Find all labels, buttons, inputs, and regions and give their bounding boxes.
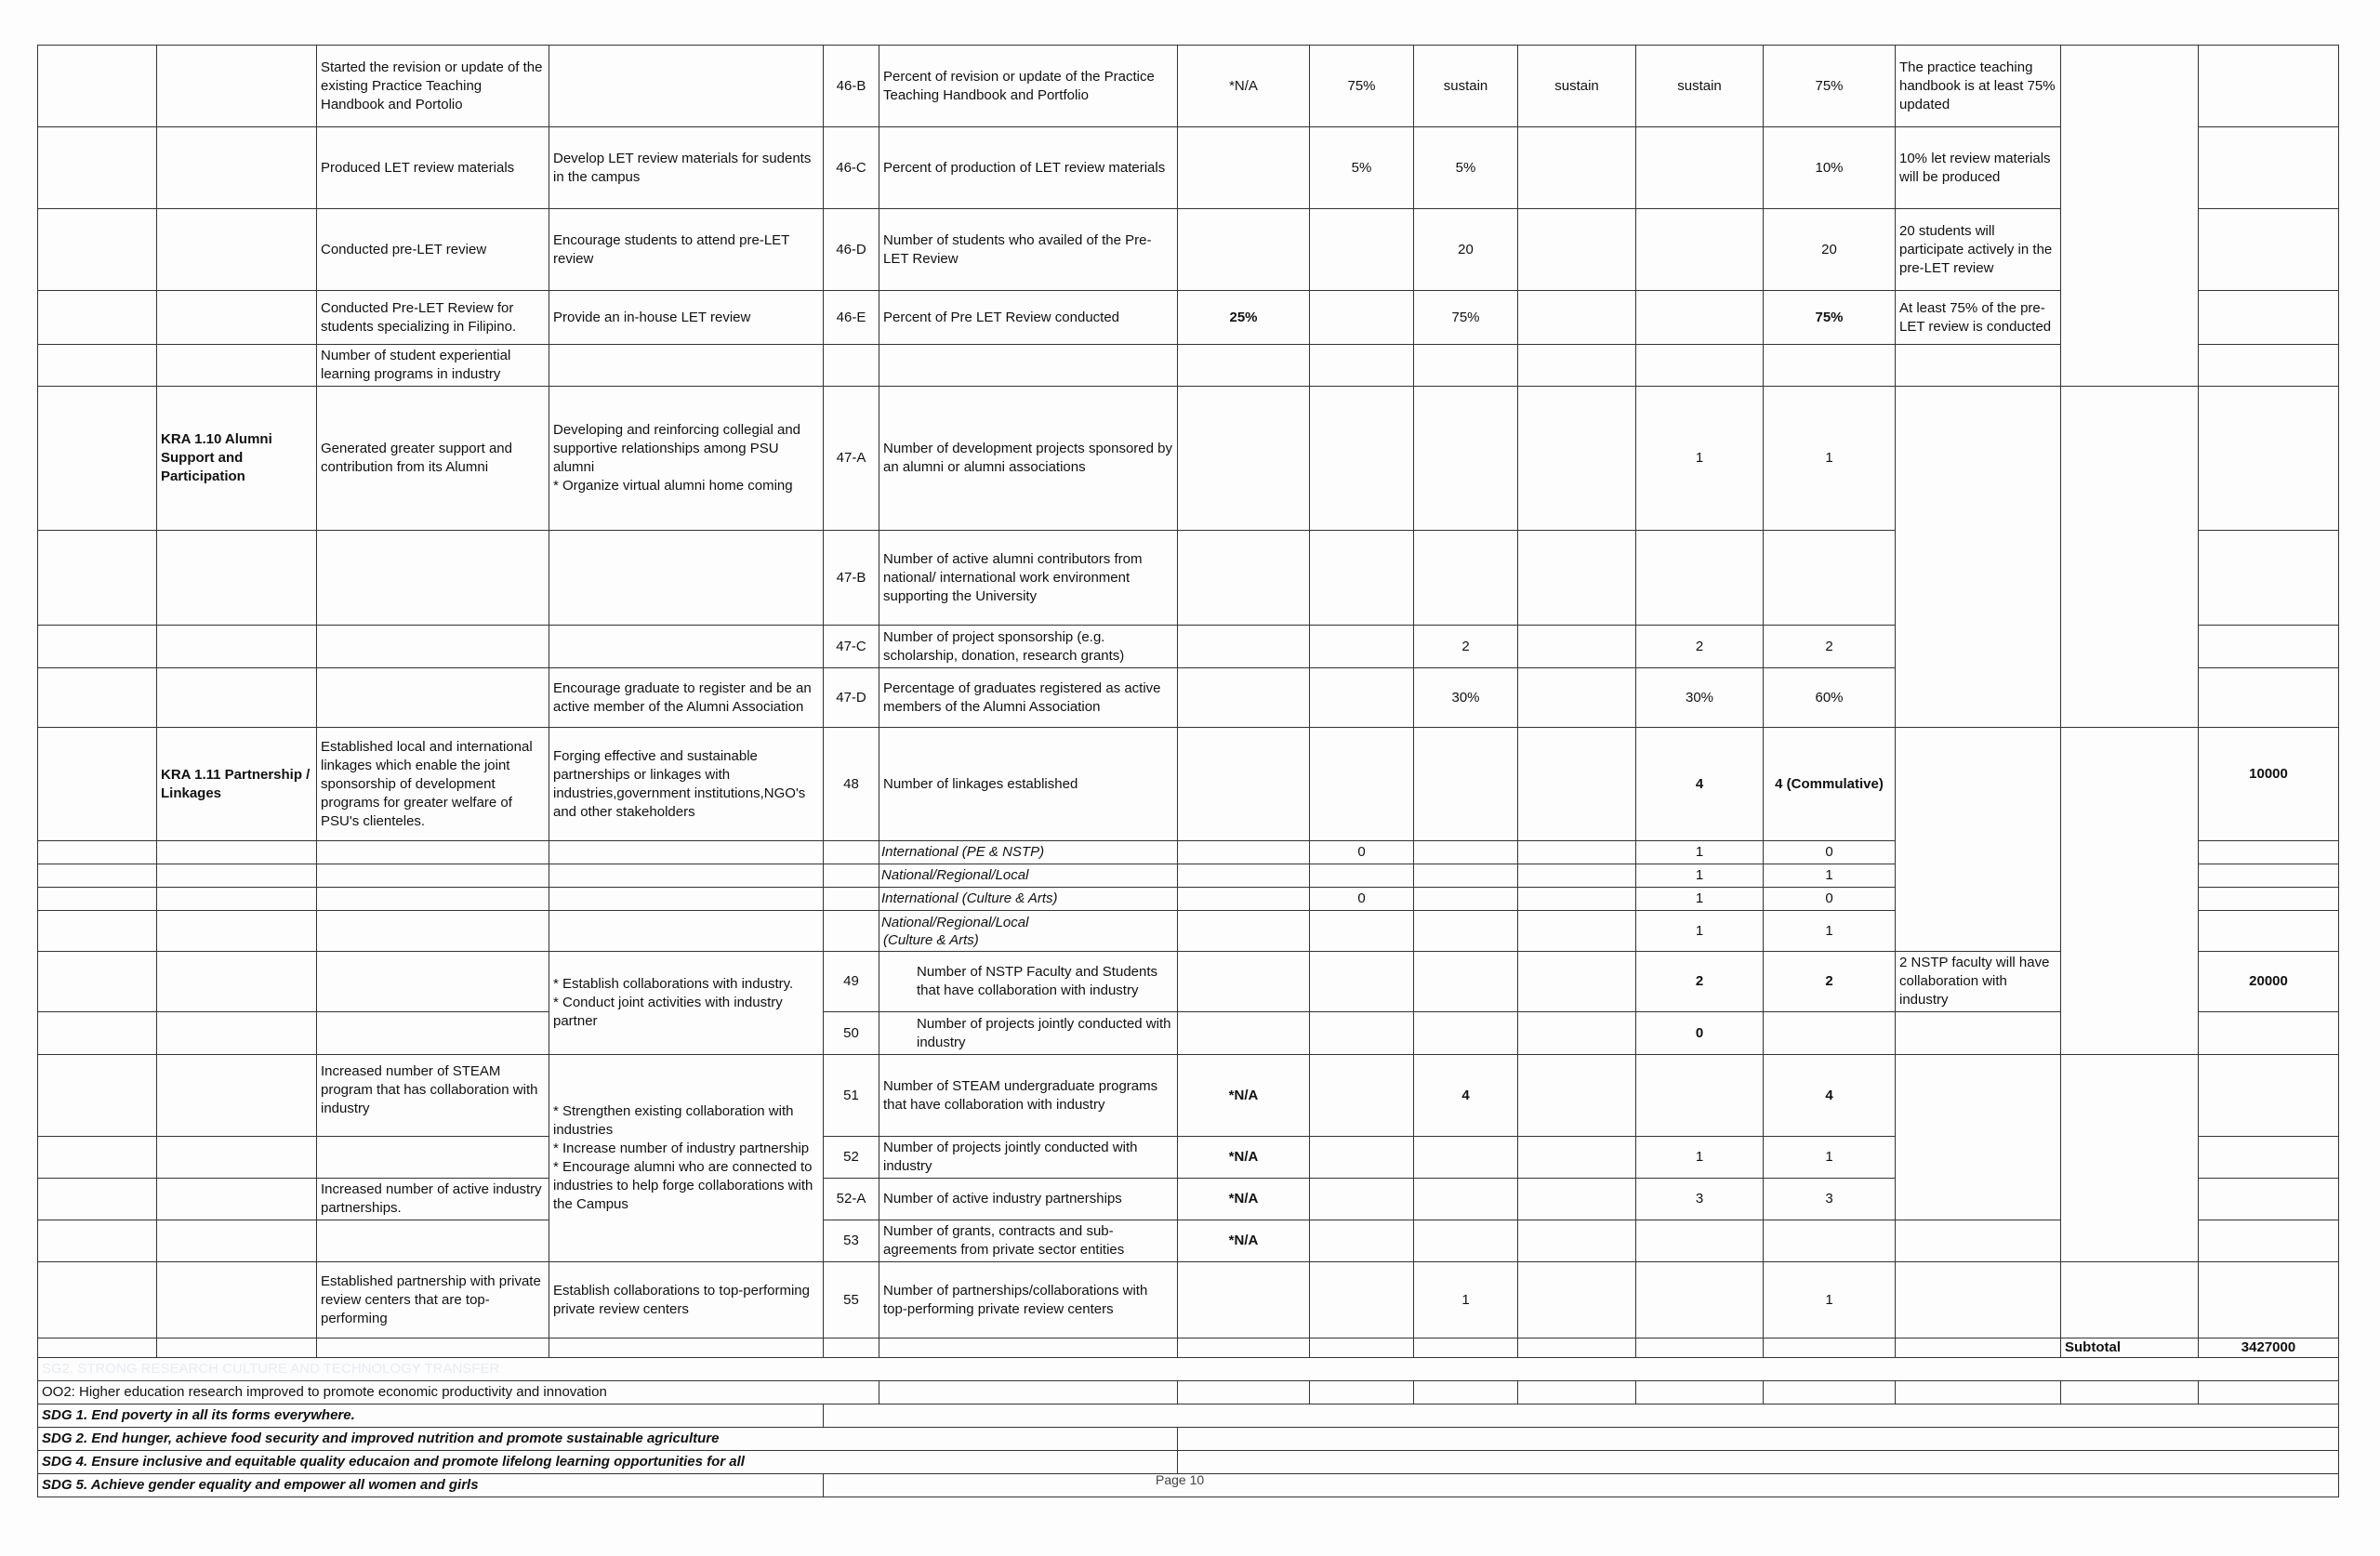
target-cell: 1 xyxy=(1764,864,1896,888)
code-cell: 52-A xyxy=(824,1179,879,1220)
target-cell: 60% xyxy=(1764,668,1896,728)
description-cell: 2 NSTP faculty will have collaboration with industry xyxy=(1896,952,2061,1012)
code-cell: 53 xyxy=(824,1220,879,1262)
target-cell: 20 xyxy=(1764,209,1896,291)
indicator-cell: Number of NSTP Faculty and Students that have collaboration with industry xyxy=(879,952,1178,1012)
indicator-cell: Percent of Pre LET Review conducted xyxy=(879,291,1178,345)
baseline-cell: *N/A xyxy=(1178,46,1310,127)
target-cell: 75% xyxy=(1764,46,1896,127)
strategic-plan-table xyxy=(37,45,2339,1497)
description-cell: 10% let review materials will be produced xyxy=(1896,127,2061,209)
strategy-cell: Establish collaborations to top-performing private review centers xyxy=(549,1262,824,1338)
output-cell: Established local and international linkages which enable the joint sponsorship of development programs for greater welfare of PSU's clienteles. xyxy=(317,728,549,841)
table-row xyxy=(38,209,2339,291)
outcome-row xyxy=(38,1381,2339,1404)
year3-cell: sustain xyxy=(1518,46,1636,127)
table-row xyxy=(38,1012,2339,1055)
target-cell: 4 (Commulative) xyxy=(1764,728,1896,841)
target-cell: 0 xyxy=(1764,841,1896,864)
code-cell: 49 xyxy=(824,952,879,1012)
indicator-cell: Number of students who availed of the Pre-LET Review xyxy=(879,209,1178,291)
sdg-row xyxy=(38,1404,2339,1428)
code-cell: 47-A xyxy=(824,387,879,531)
target-cell: 1 xyxy=(1764,1262,1896,1338)
output-cell: Produced LET review materials xyxy=(317,127,549,209)
subtotal-label: Subtotal xyxy=(2061,1338,2199,1358)
output-cell: Increased number of active industry partnerships. xyxy=(317,1179,549,1220)
table-row xyxy=(38,728,2339,841)
description-cell: At least 75% of the pre-LET review is conducted xyxy=(1896,291,2061,345)
year4-cell: 1 xyxy=(1636,911,1764,952)
code-cell: 50 xyxy=(824,1012,879,1055)
strategic-goal-label: SG2. STRONG RESEARCH CULTURE AND TECHNOLOGY TRANSFER xyxy=(38,1358,2339,1381)
target-cell: 3 xyxy=(1764,1179,1896,1220)
indicator-cell: · National/Regional/Local (Culture & Arts) xyxy=(879,911,1178,952)
target-cell: 1 xyxy=(1764,387,1896,531)
year4-cell: 2 xyxy=(1636,952,1764,1012)
year4-cell: 2 xyxy=(1636,626,1764,668)
indicator-cell: Percentage of graduates registered as active members of the Alumni Association xyxy=(879,668,1178,728)
baseline-cell: *N/A xyxy=(1178,1220,1310,1262)
code-cell: 46-E xyxy=(824,291,879,345)
indicator-cell: Number of active alumni contributors from national/ international work environment supporting the University xyxy=(879,531,1178,626)
description-cell xyxy=(1896,728,2061,952)
table-row xyxy=(38,345,2339,387)
target-cell: 10% xyxy=(1764,127,1896,209)
description-cell xyxy=(1896,1055,2061,1220)
description-cell xyxy=(1896,387,2061,728)
indicator-cell: Number of linkages established xyxy=(879,728,1178,841)
code-cell: 52 xyxy=(824,1137,879,1179)
target-cell: 2 xyxy=(1764,626,1896,668)
strategy-cell: Developing and reinforcing collegial and supportive relationships among PSU alumni * Organize virtual alumni home coming xyxy=(549,387,824,531)
year1-cell: 5% xyxy=(1310,127,1414,209)
code-cell: 47-B xyxy=(824,531,879,626)
year4-cell: 1 xyxy=(1636,864,1764,888)
page-number: Page 10 xyxy=(1156,1472,1205,1487)
code-cell: 46-D xyxy=(824,209,879,291)
description-cell: The practice teaching handbook is at least 75% updated xyxy=(1896,46,2061,127)
output-cell: Conducted pre-LET review xyxy=(317,209,549,291)
baseline-cell: 25% xyxy=(1178,291,1310,345)
indicator-cell: Percent of revision or update of the Practice Teaching Handbook and Portfolio xyxy=(879,46,1178,127)
code-cell: 51 xyxy=(824,1055,879,1137)
sdg-label: SDG 1. End poverty in all its forms everywhere. xyxy=(38,1404,824,1428)
year1-cell: 0 xyxy=(1310,888,1414,911)
code-cell: 46-B xyxy=(824,46,879,127)
target-cell: 0 xyxy=(1764,888,1896,911)
indicator-cell: Number of projects jointly conducted with industry xyxy=(879,1137,1178,1179)
year1-cell: 0 xyxy=(1310,841,1414,864)
indicator-cell: Percent of production of LET review materials xyxy=(879,127,1178,209)
code-cell: 55 xyxy=(824,1262,879,1338)
strategy-cell: Forging effective and sustainable partnerships or linkages with industries,government institutions,NGO's and other stakeholders xyxy=(549,728,824,841)
indicator-cell: Number of projects jointly conducted with industry xyxy=(879,1012,1178,1055)
indicator-cell: Number of project sponsorship (e.g. scholarship, donation, research grants) xyxy=(879,626,1178,668)
table-row xyxy=(38,1262,2339,1338)
year2-cell: 20 xyxy=(1414,209,1518,291)
year4-cell: 1 xyxy=(1636,888,1764,911)
target-cell: 2 xyxy=(1764,952,1896,1012)
code-cell: 47-C xyxy=(824,626,879,668)
budget-cell: 10000 xyxy=(2199,728,2339,841)
strategy-cell: Provide an in-house LET review xyxy=(549,291,824,345)
output-cell: Started the revision or update of the existing Practice Teaching Handbook and Portolio xyxy=(317,46,549,127)
baseline-cell: *N/A xyxy=(1178,1137,1310,1179)
subtotal-row xyxy=(38,1338,2339,1358)
year2-cell: 75% xyxy=(1414,291,1518,345)
year4-cell: 1 xyxy=(1636,841,1764,864)
table-row xyxy=(38,46,2339,127)
indicator-cell: · National/Regional/Local xyxy=(879,864,1178,888)
budget-cell: 20000 xyxy=(2199,952,2339,1012)
output-cell: Generated greater support and contribution from its Alumni xyxy=(317,387,549,531)
table-row xyxy=(38,1220,2339,1262)
strategic-goal-row xyxy=(38,1358,2339,1381)
code-cell: 46-C xyxy=(824,127,879,209)
responsible-cell xyxy=(2061,387,2199,728)
kra-cell: KRA 1.11 Partnership / Linkages xyxy=(157,728,317,841)
responsible-cell xyxy=(2061,46,2199,387)
code-cell: 47-D xyxy=(824,668,879,728)
strategy-cell: * Strengthen existing collaboration with industries * Increase number of industry partnership * Encourage alumni who are connected to industries to help forge collaborations with the Campus xyxy=(549,1055,824,1262)
sdg-row xyxy=(38,1451,2339,1474)
output-cell: Conducted Pre-LET Review for students specializing in Filipino. xyxy=(317,291,549,345)
output-cell: Established partnership with private review centers that are top-performing xyxy=(317,1262,549,1338)
indicator-cell: Number of active industry partnerships xyxy=(879,1179,1178,1220)
table-row xyxy=(38,127,2339,209)
indicator-cell: Number of STEAM undergraduate programs that have collaboration with industry xyxy=(879,1055,1178,1137)
year4-cell: 1 xyxy=(1636,387,1764,531)
code-cell: 48 xyxy=(824,728,879,841)
year4-cell: sustain xyxy=(1636,46,1764,127)
subtotal-value: 3427000 xyxy=(2199,1338,2339,1358)
indicator-cell: · International (PE & NSTP) xyxy=(879,841,1178,864)
year4-cell: 30% xyxy=(1636,668,1764,728)
target-cell: 4 xyxy=(1764,1055,1896,1137)
indicator-cell: Number of development projects sponsored by an alumni or alumni associations xyxy=(879,387,1178,531)
target-cell: 1 xyxy=(1764,911,1896,952)
kra-cell: KRA 1.10 Alumni Support and Participation xyxy=(157,387,317,531)
strategic-plan-page xyxy=(37,45,2339,1497)
target-cell: 75% xyxy=(1764,291,1896,345)
sdg-label: SDG 5. Achieve gender equality and empower all women and girls xyxy=(38,1474,824,1497)
year2-cell: 30% xyxy=(1414,668,1518,728)
year1-cell: 75% xyxy=(1310,46,1414,127)
year2-cell: 1 xyxy=(1414,1262,1518,1338)
strategy-cell: Encourage graduate to register and be an active member of the Alumni Association xyxy=(549,668,824,728)
description-cell: 20 students will participate actively in the pre-LET review xyxy=(1896,209,2061,291)
year4-cell: 4 xyxy=(1636,728,1764,841)
outcome-label: OO2: Higher education research improved to promote economic productivity and innovation xyxy=(38,1381,879,1404)
strategy-cell: * Establish collaborations with industry. * Conduct joint activities with industry partner xyxy=(549,952,824,1055)
table-row xyxy=(38,291,2339,345)
strategy-cell: Develop LET review materials for sudents in the campus xyxy=(549,127,824,209)
year2-cell: 5% xyxy=(1414,127,1518,209)
year2-cell: 4 xyxy=(1414,1055,1518,1137)
output-cell: Increased number of STEAM program that has collaboration with industry xyxy=(317,1055,549,1137)
strategy-cell: Encourage students to attend pre-LET review xyxy=(549,209,824,291)
sdg-row xyxy=(38,1428,2339,1451)
baseline-cell: *N/A xyxy=(1178,1179,1310,1220)
table-row xyxy=(38,1055,2339,1137)
year4-cell: 0 xyxy=(1636,1012,1764,1055)
baseline-cell: *N/A xyxy=(1178,1055,1310,1137)
responsible-cell xyxy=(2061,1055,2199,1262)
indicator-cell: Number of grants, contracts and sub-agreements from private sector entities xyxy=(879,1220,1178,1262)
year2-cell: 2 xyxy=(1414,626,1518,668)
indicator-cell: · International (Culture & Arts) xyxy=(879,888,1178,911)
budget-cell xyxy=(2199,127,2339,209)
table-row xyxy=(38,952,2339,1012)
table-row xyxy=(38,387,2339,531)
year2-cell: sustain xyxy=(1414,46,1518,127)
target-cell: 1 xyxy=(1764,1137,1896,1179)
sdg-label: SDG 4. Ensure inclusive and equitable quality educaion and promote lifelong learning opportunities for all xyxy=(38,1451,1178,1474)
indicator-cell: Number of partnerships/collaborations with top-performing private review centers xyxy=(879,1262,1178,1338)
year4-cell: 1 xyxy=(1636,1137,1764,1179)
output-cell: Number of student experiential learning programs in industry xyxy=(317,345,549,387)
sdg-label: SDG 2. End hunger, achieve food security and improved nutrition and promote sustainable agriculture xyxy=(38,1428,1178,1451)
responsible-cell xyxy=(2061,728,2199,1055)
year4-cell: 3 xyxy=(1636,1179,1764,1220)
